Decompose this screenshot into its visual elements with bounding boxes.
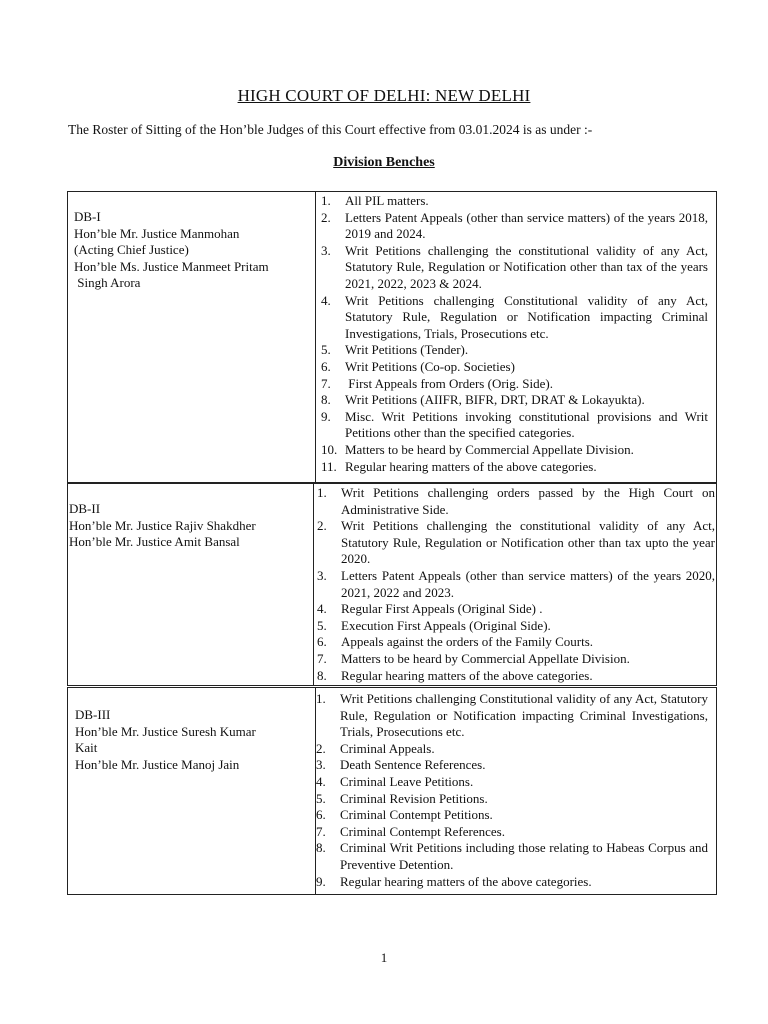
judge-line: Hon’ble Mr. Justice Suresh Kumar xyxy=(75,723,256,739)
list-item: 7. First Appeals from Orders (Orig. Side). xyxy=(321,375,553,391)
bench-db-i xyxy=(67,191,717,483)
list-item: 7. Matters to be heard by Commercial Appellate Division. xyxy=(317,650,630,666)
list-item: 3. Death Sentence References. xyxy=(316,757,486,773)
bench-db-iii xyxy=(67,687,717,895)
page-title: HIGH COURT OF DELHI: NEW DELHI xyxy=(237,86,531,105)
list-item: 9. Misc. Writ Petitions invoking constitutional provisions and Writ Petitions other than the specified categories. xyxy=(321,408,708,441)
list-item: 4. Writ Petitions challenging Constitutional validity of any Act, Statutory Rule, Regulation or Notification impacting Criminal Investigations, Trials, Prosecutions etc. xyxy=(321,292,708,341)
list-item: 6. Criminal Contempt Petitions. xyxy=(316,807,493,823)
list-item: 6. Appeals against the orders of the Family Courts. xyxy=(317,634,594,650)
list-item: 2. Writ Petitions challenging the constitutional validity of any Act, Statutory Rule, Regulation or Notification other than tax upto the year 2020. xyxy=(317,518,715,567)
list-item: 4. Criminal Leave Petitions. xyxy=(316,773,474,789)
list-item: 8. Criminal Writ Petitions including those relating to Habeas Corpus and Preventive Detention. xyxy=(316,840,708,872)
page-number: 1 xyxy=(380,950,388,965)
list-item: 1. Writ Petitions challenging Constitutional validity of any Act, Statutory Rule, Regulation or Notification impacting Criminal Investigations, Trials, Prosecutions etc. xyxy=(316,691,708,740)
judge-line: Hon’ble Ms. Justice Manmeet Pritam xyxy=(74,258,269,274)
list-item: 1. Writ Petitions challenging orders passed by the High Court on Administrative Side. xyxy=(317,485,715,517)
list-item: 11. Regular hearing matters of the above categories. xyxy=(321,458,597,474)
list-item: 2. Criminal Appeals. xyxy=(316,740,435,756)
list-item: 10. Matters to be heard by Commercial Appellate Division. xyxy=(321,441,634,457)
list-item: 5. Execution First Appeals (Original Side). xyxy=(317,617,551,633)
list-item: 1. All PIL matters. xyxy=(321,193,429,208)
matters-list xyxy=(317,485,715,684)
bench-judges xyxy=(68,484,314,685)
matters-list xyxy=(321,193,708,475)
bench-name: DB-II xyxy=(69,501,101,516)
judge-line: Hon’ble Mr. Justice Manmohan xyxy=(74,225,240,241)
list-item: 7. Criminal Contempt References. xyxy=(316,823,505,839)
judge-line: (Acting Chief Justice) xyxy=(74,242,189,257)
bench-matters xyxy=(316,688,716,894)
list-item: 3. Writ Petitions challenging the constitutional validity of any Act, Statutory Rule, Regulation or Notification other than tax of the years 2021, 2022, 2023 & 2024. xyxy=(321,242,708,291)
list-item: 8. Writ Petitions (AIIFR, BIFR, DRT, DRAT & Lokayukta). xyxy=(321,392,645,408)
judge-line: Singh Arora xyxy=(74,275,141,290)
matters-list xyxy=(316,691,708,890)
bench-name: DB-I xyxy=(74,209,101,224)
list-item: 6. Writ Petitions (Co-op. Societies) xyxy=(321,358,515,374)
bench-name: DB-III xyxy=(75,707,111,722)
bench-judges xyxy=(68,192,316,482)
list-item: 2. Letters Patent Appeals (other than service matters) of the years 2018, 2019 and 2024. xyxy=(321,209,708,242)
judge-line: Kait xyxy=(75,740,98,755)
bench-db-ii xyxy=(67,483,717,686)
bench-matters xyxy=(314,484,716,685)
bench-judges xyxy=(68,688,316,894)
judge-line: Hon’ble Mr. Justice Amit Bansal xyxy=(69,534,240,549)
intro-text: The Roster of Sitting of the Hon’ble Judges of this Court effective from 03.01.2024 is as under :- xyxy=(68,122,593,137)
list-item: 4. Regular First Appeals (Original Side) . xyxy=(317,601,543,617)
list-item: 5. Criminal Revision Petitions. xyxy=(316,790,488,806)
judge-line: Hon’ble Mr. Justice Manoj Jain xyxy=(75,756,240,772)
list-item: 8. Regular hearing matters of the above categories. xyxy=(317,667,593,683)
bench-matters xyxy=(316,192,716,482)
list-item: 9. Regular hearing matters of the above categories. xyxy=(316,873,592,889)
list-item: 3. Letters Patent Appeals (other than service matters) of the years 2020, 2021, 2022 and 2023. xyxy=(317,567,715,600)
list-item: 5. Writ Petitions (Tender). xyxy=(321,342,469,358)
section-title: Division Benches xyxy=(333,155,435,170)
judge-line: Hon’ble Mr. Justice Rajiv Shakdher xyxy=(69,517,256,533)
